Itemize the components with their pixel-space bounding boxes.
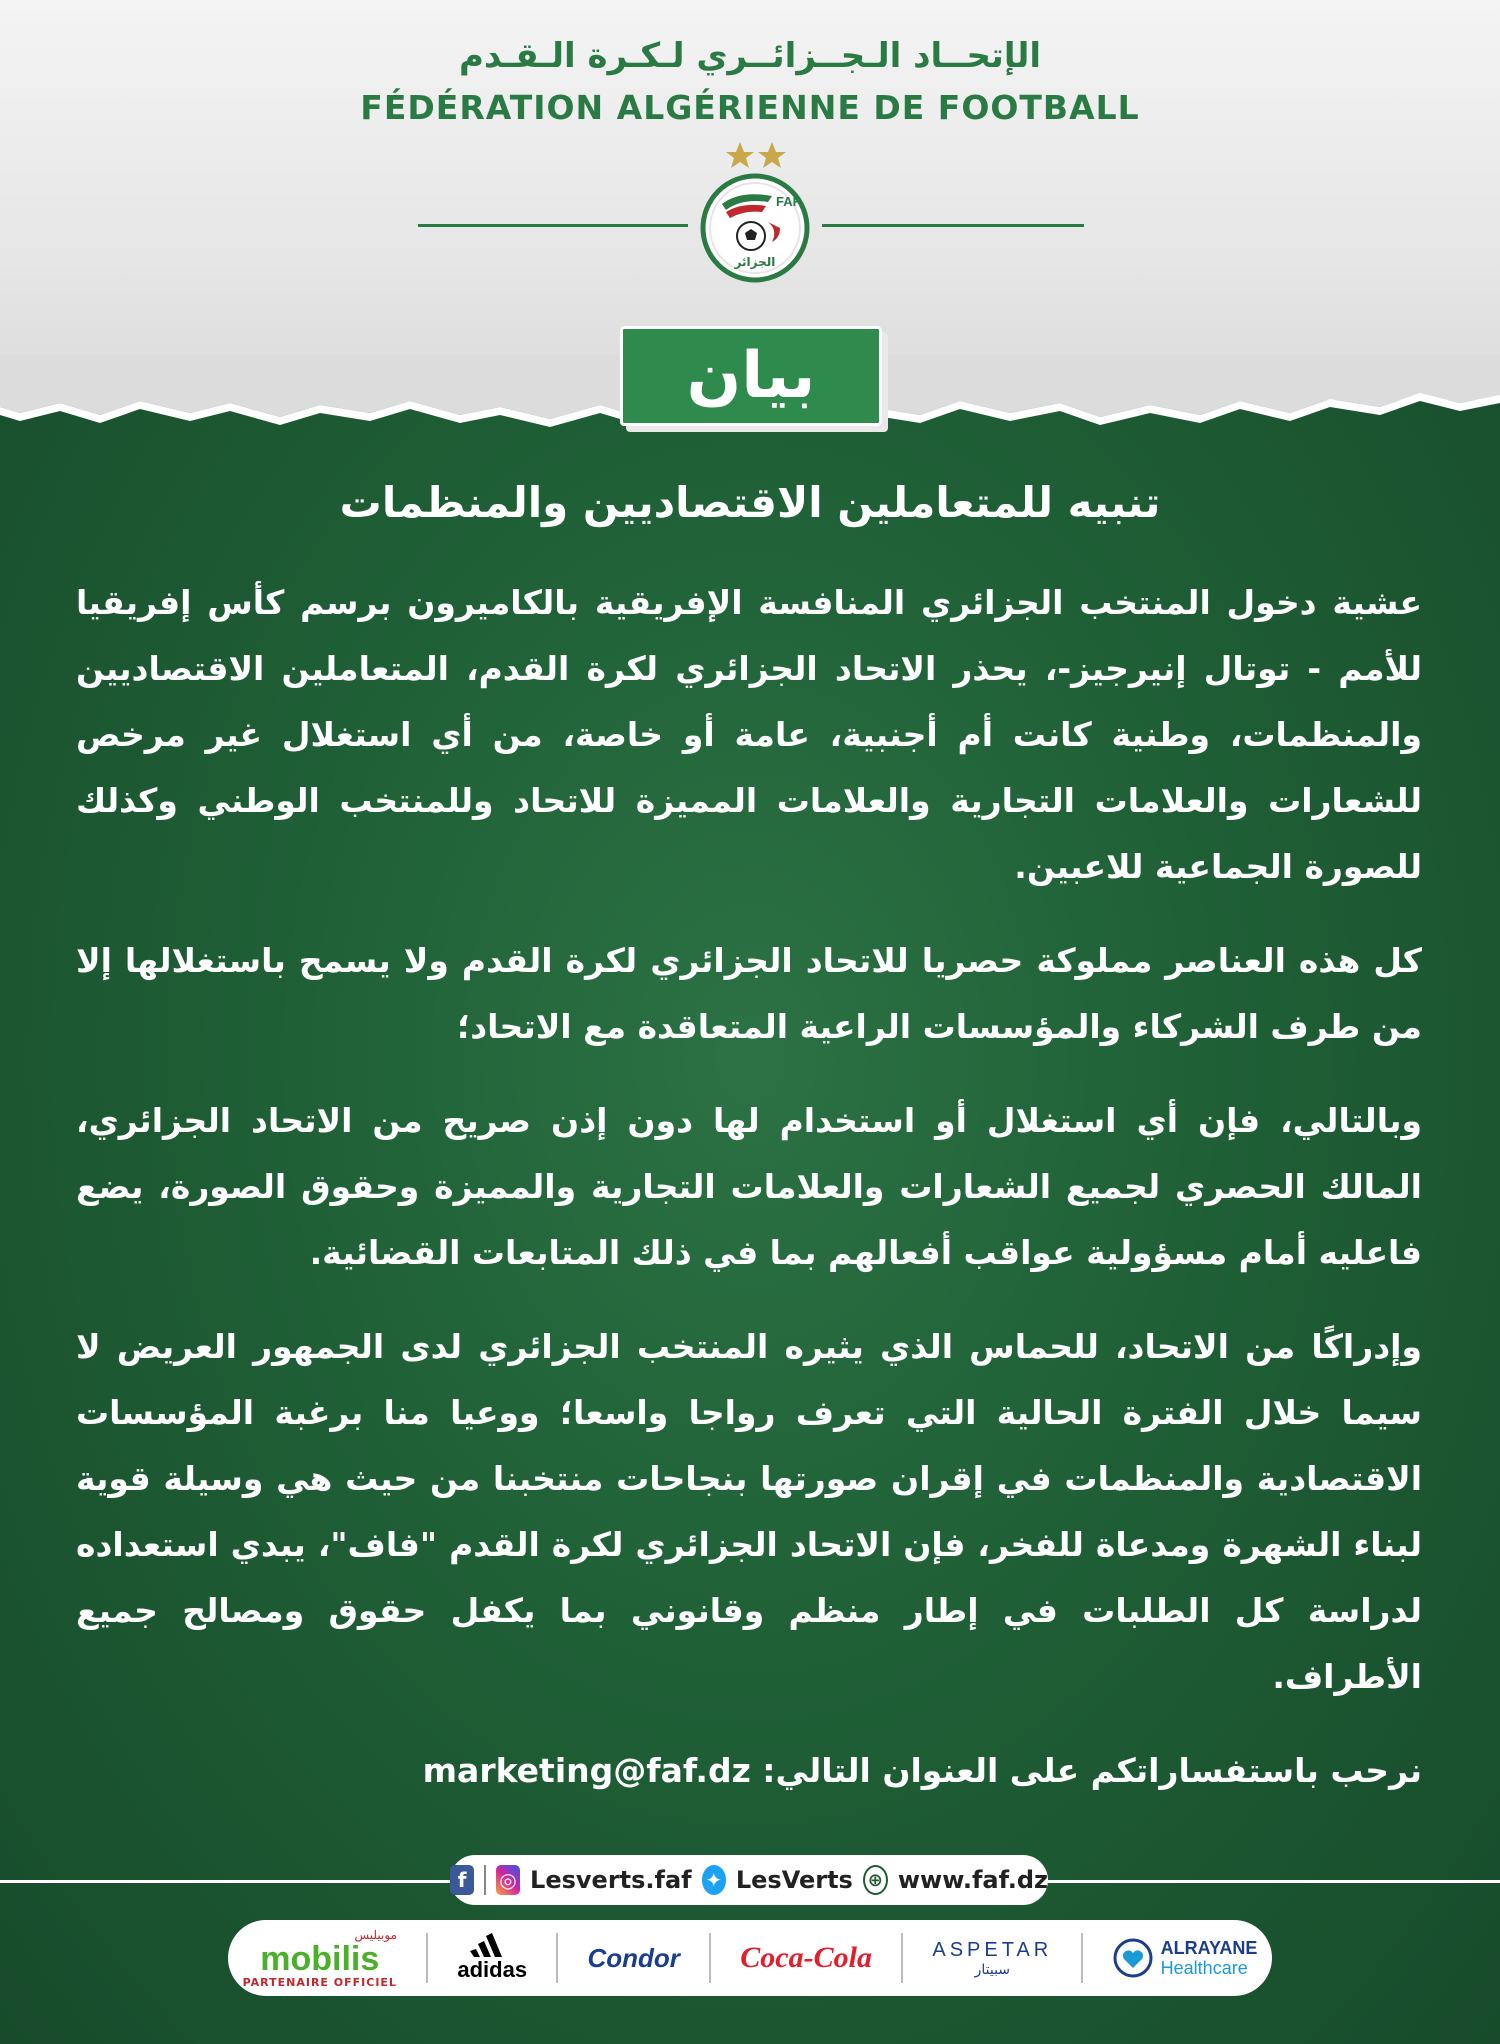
social-separator [484,1865,486,1895]
statement-title: تنبيه للمتعاملين الاقتصاديين والمنظمات [339,478,1161,527]
sponsors-bar [228,1920,1272,1996]
aspetar-logo-text: ASPETAR [932,1938,1053,1961]
paragraph-3: وبالتالي، فإن أي استغلال أو استخدام لها دون إذن صريح من الاتحاد الجزائري، المالك الحصري لجميع الشعارات والعلامات التجارية والمميزة وحقوق الصورة، يضع فاعليه أمام مسؤولية عواقب أفعالهم بما في ذلك المتابعات القضائية. [76,1101,1422,1272]
paragraph-2: كل هذه العناصر مملوكة حصريا للاتحاد الجزائري لكرة القدم ولا يسمح باستغلالها إلا من طرف الشركاء والمؤسسات الراعية المتعاقدة مع الاتحاد؛ [76,941,1422,1046]
condor-logo-text: Condor [587,1942,680,1973]
sponsor-divider [901,1933,903,1983]
sponsor-divider [709,1933,711,1983]
social-handle-twitter[interactable]: LesVerts [735,1866,853,1894]
social-handle-facebook-instagram[interactable]: Lesverts.faf [530,1866,692,1894]
aspetar-arabic-text: سبيتار [974,1961,1011,1978]
instagram-icon[interactable]: ◎ [496,1865,520,1895]
website-link[interactable]: www.faf.dz [897,1866,1048,1894]
mobilis-logo-text: mobilis [260,1939,380,1978]
cocacola-logo-text: Coca-Cola [740,1941,872,1974]
mobilis-arabic-label: موبيليس [354,1927,397,1942]
sponsor-cocacola [740,1941,872,1975]
sponsor-alrayane [1113,1938,1258,1978]
alrayane-subtitle: Healthcare [1160,1958,1248,1978]
adidas-stripes-icon [470,1933,514,1957]
social-links-bar [450,1855,1048,1905]
contact-text: نرحب باستفساراتكم على العنوان التالي: [762,1751,1422,1790]
globe-icon[interactable]: ⊕ [863,1865,888,1895]
statement-badge: بيان [620,326,882,426]
sponsor-divider [426,1933,428,1983]
faf-crest-logo [696,138,814,284]
sponsor-aspetar [932,1939,1052,1978]
sponsor-condor [587,1943,679,1974]
statement-body [76,570,1422,1832]
contact-line [76,1738,1422,1804]
sponsor-divider [1081,1933,1083,1983]
contact-email[interactable]: marketing@faf.dz [422,1751,751,1790]
twitter-icon[interactable]: ✦ [702,1865,726,1895]
paragraph-4: وإدراكًا من الاتحاد، للحماس الذي يثيره المنتخب الجزائري لدى الجمهور العريض لا سيما خلال الفترة الحالية التي تعرف رواجا واسعا؛ ووعيا منا برغبة المؤسسات الاقتصادية والمنظمات في إقران صورتها بنجاحات منتخبنا من حيث هي وسيلة قوية لبناء الشهرة ومدعاة للفخر، فإن الاتحاد الجزائري لكرة القدم "فاف"، يبدي استعداده لدراسة كل الطلبات في إطار منظم وقانوني بما يكفل حقوق ومصالح جميع الأطراف. [76,1327,1422,1696]
adidas-logo-text: adidas [457,1957,528,1982]
header-rule-left [418,224,688,227]
svg-text:FAF: FAF [776,194,801,209]
sponsor-mobilis [243,1928,397,1989]
federation-name-french: FÉDÉRATION ALGÉRIENNE DE FOOTBALL [360,88,1140,127]
alrayane-heart-icon [1113,1938,1153,1978]
federation-name-arabic: الإتحــاد الـجــزائــري لـكـرة الـقـدم [458,36,1042,76]
svg-text:الجزائر: الجزائر [734,255,776,269]
facebook-icon[interactable]: f [450,1865,474,1895]
mobilis-partner-label: PARTENAIRE OFFICIEL [242,1975,397,1989]
sponsor-divider [556,1933,558,1983]
paragraph-1: عشية دخول المنتخب الجزائري المنافسة الإفريقية بالكاميرون برسم كأس إفريقيا للأمم - توتال إنيرجيز-، يحذر الاتحاد الجزائري لكرة القدم، المتعاملين الاقتصاديين والمنظمات، وطنية كانت أم أجنبية، عامة أو خاصة، من أي استغلال غير مرخص للشعارات والعلامات التجارية والعلامات المميزة للاتحاد وللمنتخب الوطني وكذلك للصورة الجماعية للاعبين. [76,583,1422,886]
header-rule-right [822,224,1084,227]
alrayane-logo-text: ALRAYANE [1160,1938,1258,1958]
sponsor-adidas [457,1933,527,1983]
